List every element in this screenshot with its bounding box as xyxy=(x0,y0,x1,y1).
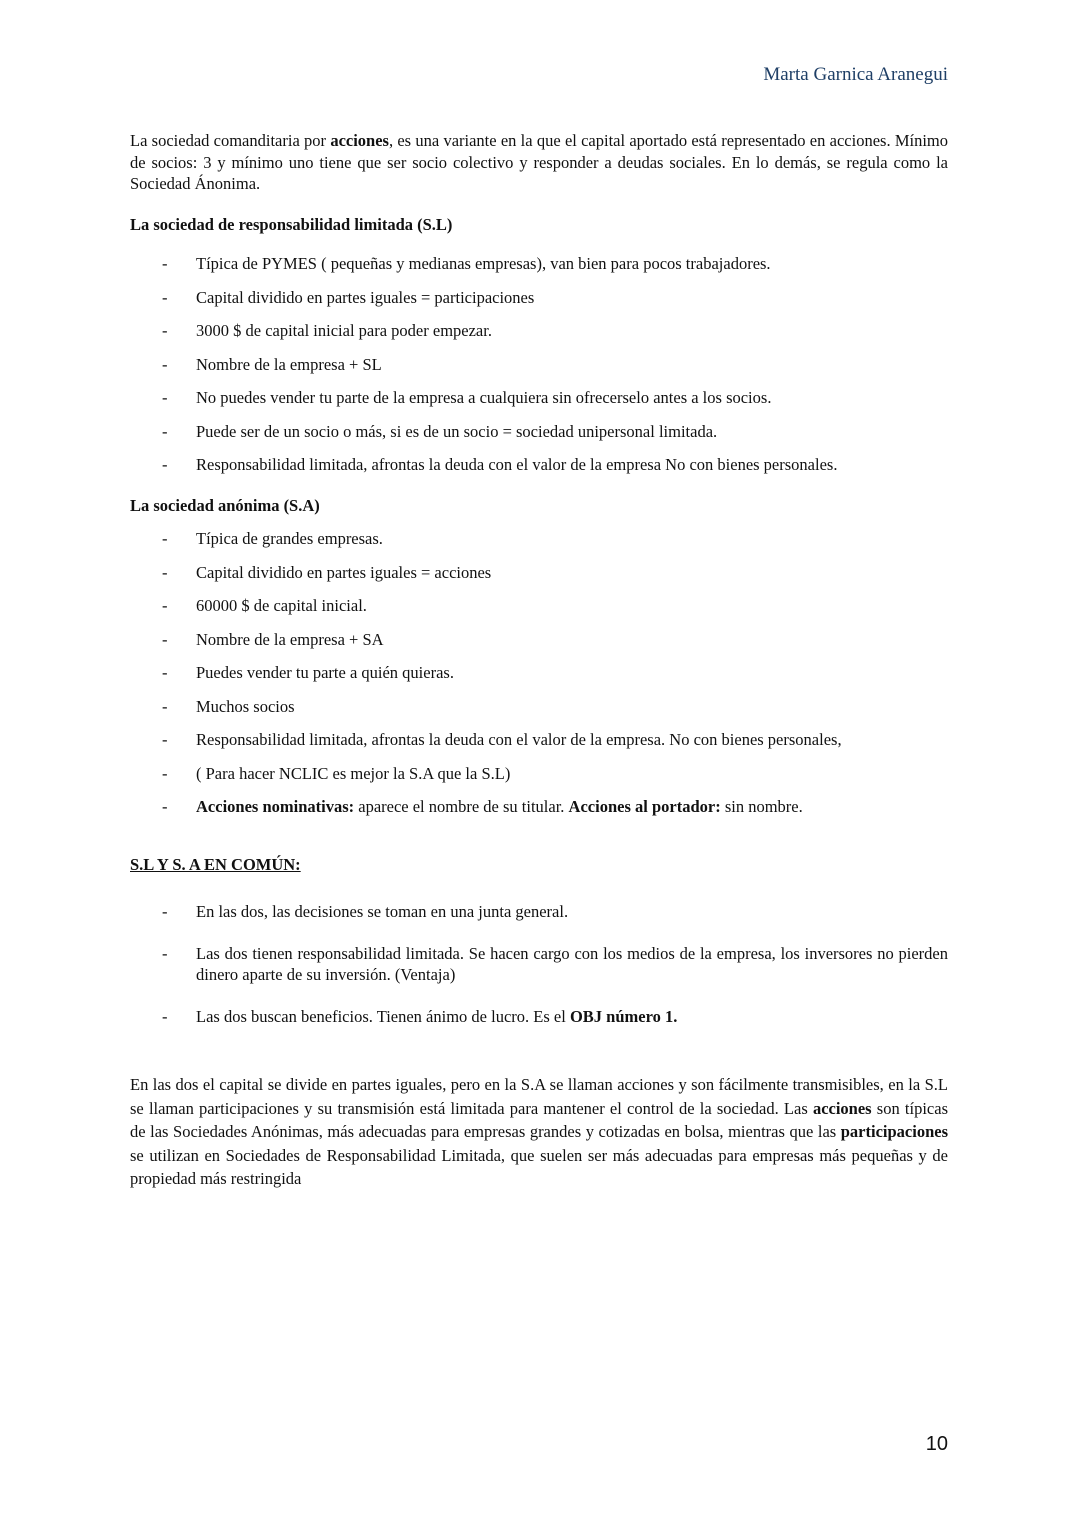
bold-text: acciones xyxy=(812,1098,872,1118)
list-item-text: Capital dividido en partes iguales = participaciones xyxy=(196,287,535,307)
bold-text: OBJ número 1. xyxy=(569,1006,678,1026)
bold-text: acciones xyxy=(330,131,389,150)
list-item xyxy=(130,528,948,550)
list-item-text: Puede ser de un socio o más, si es de un socio = sociedad unipersonal limitada. xyxy=(196,421,718,441)
dash-bullet-icon: - xyxy=(162,943,168,963)
closing-paragraph xyxy=(130,1073,948,1191)
bold-text: Acciones nominativas: xyxy=(196,797,355,816)
list-item xyxy=(130,796,948,818)
list-item-text: Capital dividido en partes iguales = acciones xyxy=(196,562,492,582)
text: se utilizan en Sociedades de Responsabilidad Limitada, que suelen ser más adecuadas para empresas más pequeñas y de propiedad más restringida xyxy=(130,1145,948,1188)
dash-bullet-icon: - xyxy=(162,388,168,407)
text: , es una variante en la que el capital aportado está representado en acciones. Mínimo de socios: 3 y mínimo uno tiene que ser socio colectivo y responder a deudas sociales. En lo demás, se regula como la Sociedad Ánonima. xyxy=(130,131,949,193)
document-body xyxy=(130,130,948,1191)
section-heading-common: S.L Y S. A EN COMÚN: xyxy=(130,854,301,874)
list-item xyxy=(130,629,948,651)
dash-bullet-icon: - xyxy=(162,455,168,474)
text: aparece el nombre de su titular. xyxy=(354,797,569,816)
list-item xyxy=(130,1006,948,1028)
dash-bullet-icon: - xyxy=(162,529,168,548)
dash-bullet-icon: - xyxy=(162,629,168,649)
dash-bullet-icon: - xyxy=(162,354,168,374)
list-item xyxy=(130,943,948,986)
text: Las dos buscan beneficios. Tienen ánimo de lucro. Es el xyxy=(196,1006,570,1026)
list-item xyxy=(130,287,948,309)
dash-bullet-icon: - xyxy=(162,562,168,582)
dash-bullet-icon: - xyxy=(162,696,168,716)
dash-bullet-icon: - xyxy=(162,596,168,615)
list-item-text: Típica de PYMES ( pequeñas y medianas empresas), van bien para pocos trabajadores. xyxy=(196,254,771,273)
dash-bullet-icon: - xyxy=(162,902,168,921)
list-item-text: 3000 $ de capital inicial para poder empezar. xyxy=(196,321,492,340)
text: En las dos el capital se divide en partes iguales, pero en la S.A se llaman acciones y son fácilmente transmisibles, en la S.L se llaman participaciones y su transmisión está limitada para mantener el control de la sociedad. Las xyxy=(130,1075,948,1118)
list-item-text: Nombre de la empresa + SL xyxy=(196,354,382,374)
dash-bullet-icon: - xyxy=(162,797,168,816)
list-item xyxy=(130,901,948,923)
dash-bullet-icon: - xyxy=(162,254,168,273)
dash-bullet-icon: - xyxy=(162,730,168,749)
dash-bullet-icon: - xyxy=(162,321,168,340)
page-header-author: Marta Garnica Aranegui xyxy=(763,64,948,85)
list-item xyxy=(130,763,948,785)
dash-bullet-icon: - xyxy=(162,421,168,441)
dash-bullet-icon: - xyxy=(162,1006,168,1026)
list-item xyxy=(130,387,948,409)
intro-paragraph xyxy=(130,130,948,195)
list-item xyxy=(130,562,948,584)
list-item-text: En las dos, las decisiones se toman en una junta general. xyxy=(196,902,569,921)
list-item-text: Responsabilidad limitada, afrontas la deuda con el valor de la empresa No con bienes personales. xyxy=(196,455,838,474)
list-item xyxy=(130,454,948,476)
page-number: 10 xyxy=(925,1433,948,1455)
list-item xyxy=(130,421,948,443)
list-item-text: Las dos tienen responsabilidad limitada. Se hacen cargo con los medios de la empresa, los inversores no pierden dinero aparte de su inversión. (Ventaja) xyxy=(196,943,948,984)
text: sin nombre. xyxy=(720,797,803,816)
sa-list xyxy=(130,528,948,818)
list-item-text: Puedes vender tu parte a quién quieras. xyxy=(196,663,454,682)
sl-list xyxy=(130,253,948,476)
list-item-text: Muchos socios xyxy=(196,696,295,716)
list-item xyxy=(130,595,948,617)
section-heading-sl: La sociedad de responsabilidad limitada (S.L) xyxy=(130,214,453,234)
bold-text: Acciones al portador: xyxy=(568,797,721,816)
list-item-text: Típica de grandes empresas. xyxy=(196,529,383,548)
section-heading-sa: La sociedad anónima (S.A) xyxy=(130,495,320,515)
list-item xyxy=(130,696,948,718)
list-item-text: Nombre de la empresa + SA xyxy=(196,629,384,649)
list-item-text: No puedes vender tu parte de la empresa a cualquiera sin ofrecerselo antes a los socios. xyxy=(196,388,772,407)
list-item-text: 60000 $ de capital inicial. xyxy=(196,596,367,615)
text: La sociedad comanditaria por xyxy=(130,131,331,150)
bold-text: participaciones xyxy=(840,1122,948,1141)
list-item xyxy=(130,729,948,751)
list-item-text: Responsabilidad limitada, afrontas la deuda con el valor de la empresa. No con bienes personales, xyxy=(196,730,842,749)
list-item xyxy=(130,320,948,342)
list-item xyxy=(130,253,948,275)
text: son típicas de las Sociedades Anónimas, más adecuadas para empresas grandes y cotizadas en bolsa, mientras que las xyxy=(130,1098,948,1141)
common-list xyxy=(130,901,948,1027)
dash-bullet-icon: - xyxy=(162,663,168,682)
dash-bullet-icon: - xyxy=(162,287,168,307)
list-item xyxy=(130,354,948,376)
list-item-text: ( Para hacer NCLIC es mejor la S.A que la S.L) xyxy=(196,763,511,783)
dash-bullet-icon: - xyxy=(162,763,168,783)
list-item xyxy=(130,662,948,684)
